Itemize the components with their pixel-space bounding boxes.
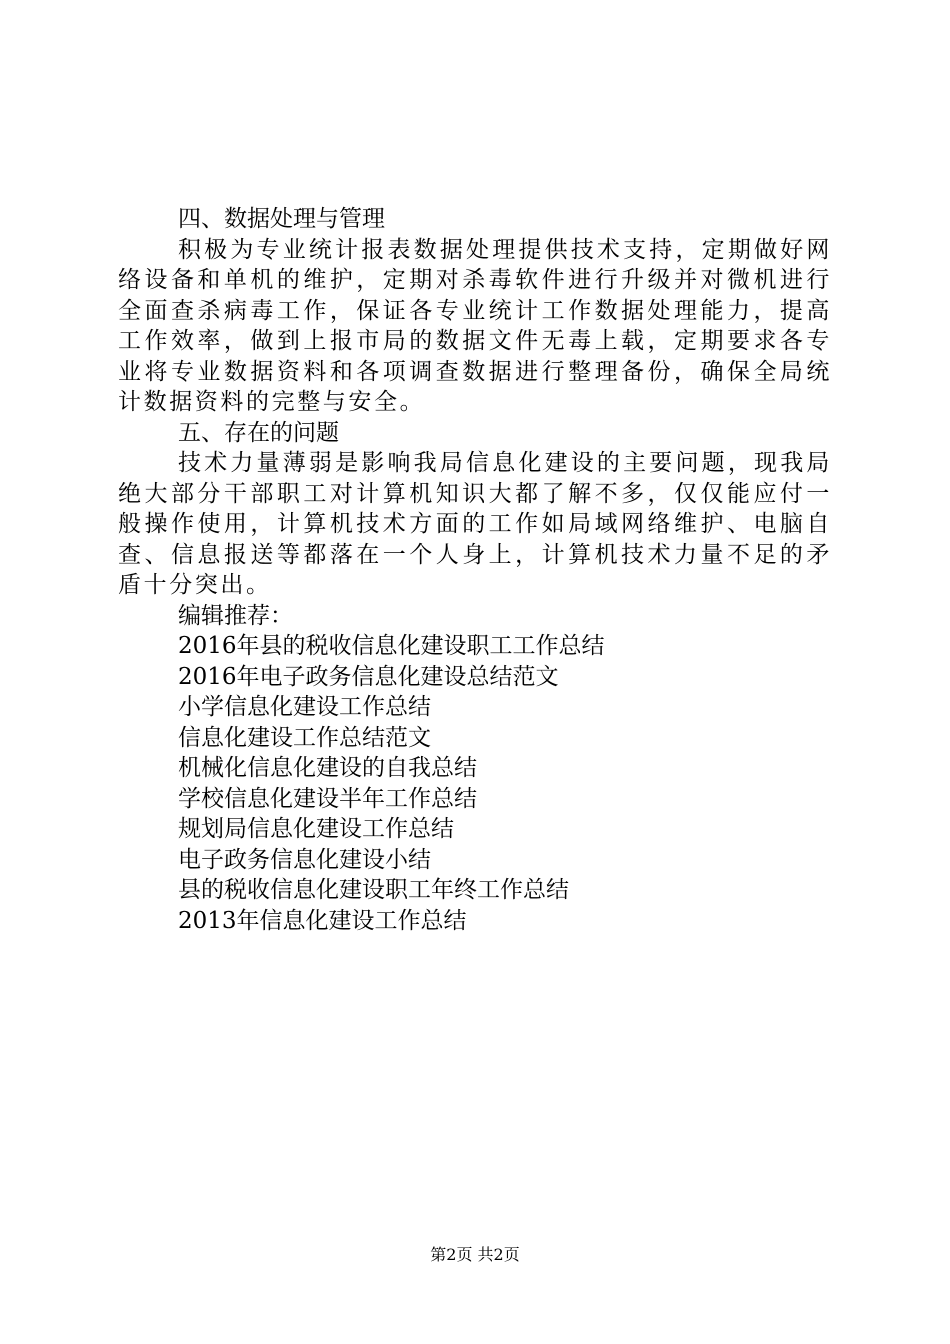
recommendations-title: 编辑推荐： [178, 602, 293, 629]
recommendation-link[interactable]: 学校信息化建设半年工作总结 [178, 785, 477, 812]
recommendation-link[interactable]: 机械化信息化建设的自我总结 [178, 755, 477, 781]
document-body [118, 204, 832, 936]
recommendation-link[interactable]: 2016年电子政务信息化建设总结范文 [178, 663, 559, 690]
recommendation-link[interactable]: 信息化建设工作总结范文 [178, 724, 431, 751]
page-number-footer: 第2页 共2页 [430, 1245, 520, 1264]
recommendation-link[interactable]: 2016年县的税收信息化建设职工工作总结 [178, 633, 605, 659]
section-heading-existing-problems: 五、存在的问题 [178, 419, 339, 446]
section-paragraph-existing-problems: 技术力量薄弱是影响我局信息化建设的主要问题，现我局绝大部分干部职工对计算机知识大都了解不多，仅仅能应付一般操作使用，计算机技术方面的工作如局域网络维护、电脑自查、信息报送等都落在一个人身上，计算机技术力量不足的矛盾十分突出。 [118, 450, 832, 598]
recommendation-link[interactable]: 2013年信息化建设工作总结 [178, 907, 467, 934]
recommendation-link[interactable]: 电子政务信息化建设小结 [178, 846, 431, 873]
recommendation-link[interactable]: 规划局信息化建设工作总结 [178, 816, 454, 842]
section-heading-data-processing: 四、数据处理与管理 [178, 206, 385, 232]
recommendations-list [118, 631, 832, 936]
recommendation-link[interactable]: 县的税收信息化建设职工年终工作总结 [178, 877, 569, 903]
recommendation-link[interactable]: 小学信息化建设工作总结 [178, 694, 431, 720]
section-paragraph-data-processing: 积极为专业统计报表数据处理提供技术支持，定期做好网络设备和单机的维护，定期对杀毒软件进行升级并对微机进行全面查杀病毒工作，保证各专业统计工作数据处理能力，提高工作效率，做到上报市局的数据文件无毒上载，定期要求各专业将专业数据资料和各项调查数据进行整理备份，确保全局统计数据资料的完整与安全。 [118, 236, 832, 415]
